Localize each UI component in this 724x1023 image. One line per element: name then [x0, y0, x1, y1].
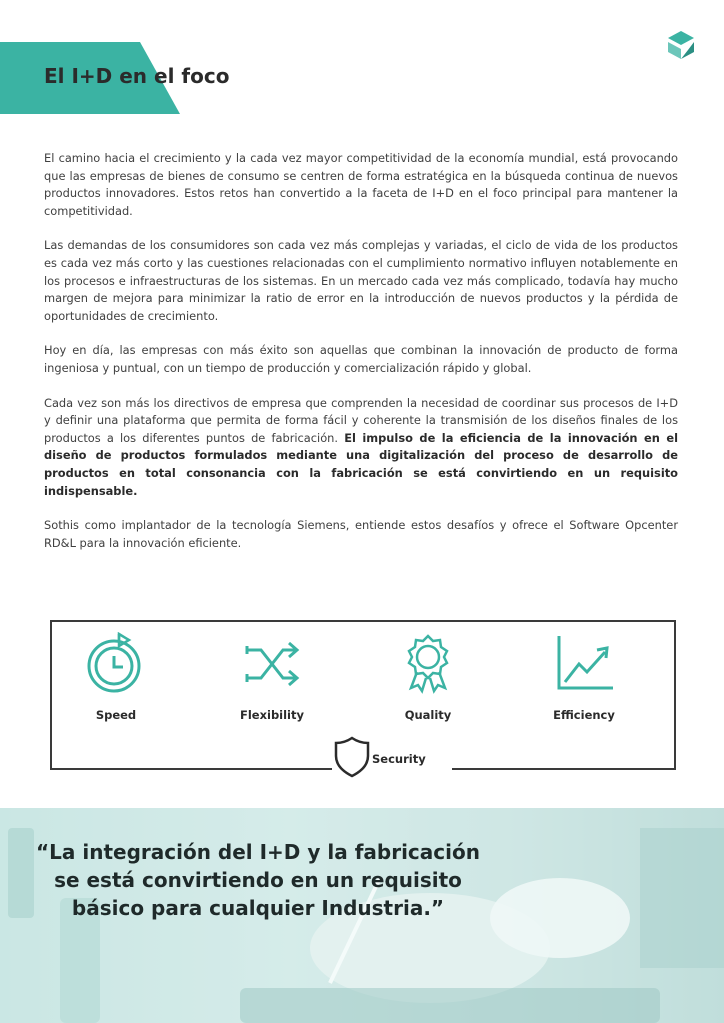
feature-label: Flexibility: [239, 708, 304, 722]
paragraph: Las demandas de los consumidores son cada vez más complejas y variadas, el ciclo de vida de los productos es cada vez más corto y las cuestiones relacionadas con el cumplimiento normativo influyen notablemente en los procesos e infraestructuras de los sistemas. En un mercado cada vez más complicado, todavía hay mucho margen de mejora para minimizar la ratio de error en la introducción de nuevos productos y la pérdida de oportunidades de crecimiento.: [44, 238, 678, 323]
feature-flexibility: [212, 632, 332, 722]
growth-chart-icon: [549, 632, 619, 694]
body-text: [44, 150, 678, 569]
stopwatch-icon: [81, 632, 151, 694]
paragraph-bold-text: El impulso de la eficiencia de la innovación en el diseño de productos formulados mediante una digitalización del proceso de desarrollo de productos en total consonancia con la fabricación se está convirtiendo en un requisito indispensable.: [44, 430, 679, 498]
security-badge: [332, 734, 452, 782]
paragraph: Sothis como implantador de la tecnología Siemens, entiende estos desafíos y ofrece el Software Opcenter RD&L para la innovación eficiente.: [44, 518, 678, 550]
sothis-logo-icon: [666, 30, 696, 60]
shield-icon: [332, 734, 372, 778]
quote-banner: [0, 808, 724, 1023]
paragraph: [44, 395, 678, 501]
shuffle-icon: [237, 632, 307, 694]
features-box: [50, 620, 676, 770]
security-label: Security: [372, 752, 426, 766]
paragraph-text: Cada vez son más los directivos de empresa que comprenden la necesidad de coordinar sus procesos de I+D y definir una plataforma que permita de forma fácil y coherente la transmisión de los diseños finales de los productos a los diferentes puntos de fabricación.: [44, 395, 678, 445]
paragraph: Hoy en día, las empresas con más éxito son aquellas que combinan la innovación de producto de forma ingeniosa y puntual, con un tiempo de producción y comercialización rápido y global.: [44, 343, 678, 375]
feature-quality: [368, 632, 488, 722]
quote-text: “La integración del I+D y la fabricación se está convirtiendo en un requisito básico para cualquier Industria.”: [36, 840, 480, 920]
page-title: El I+D en el foco: [44, 64, 230, 88]
feature-label: Efficiency: [553, 708, 615, 722]
feature-speed: [56, 632, 176, 722]
paragraph: El camino hacia el crecimiento y la cada vez mayor competitividad de la economía mundial, está provocando que las empresas de bienes de consumo se centren de forma estratégica en la búsqueda continua de nuevos productos innovadores. Estos retos han convertido a la faceta de I+D en el foco principal para mantener la competitividad.: [44, 151, 678, 218]
feature-label: Speed: [95, 708, 137, 722]
feature-label: Quality: [404, 708, 452, 722]
feature-efficiency: [524, 632, 644, 722]
award-ribbon-icon: [393, 632, 463, 694]
